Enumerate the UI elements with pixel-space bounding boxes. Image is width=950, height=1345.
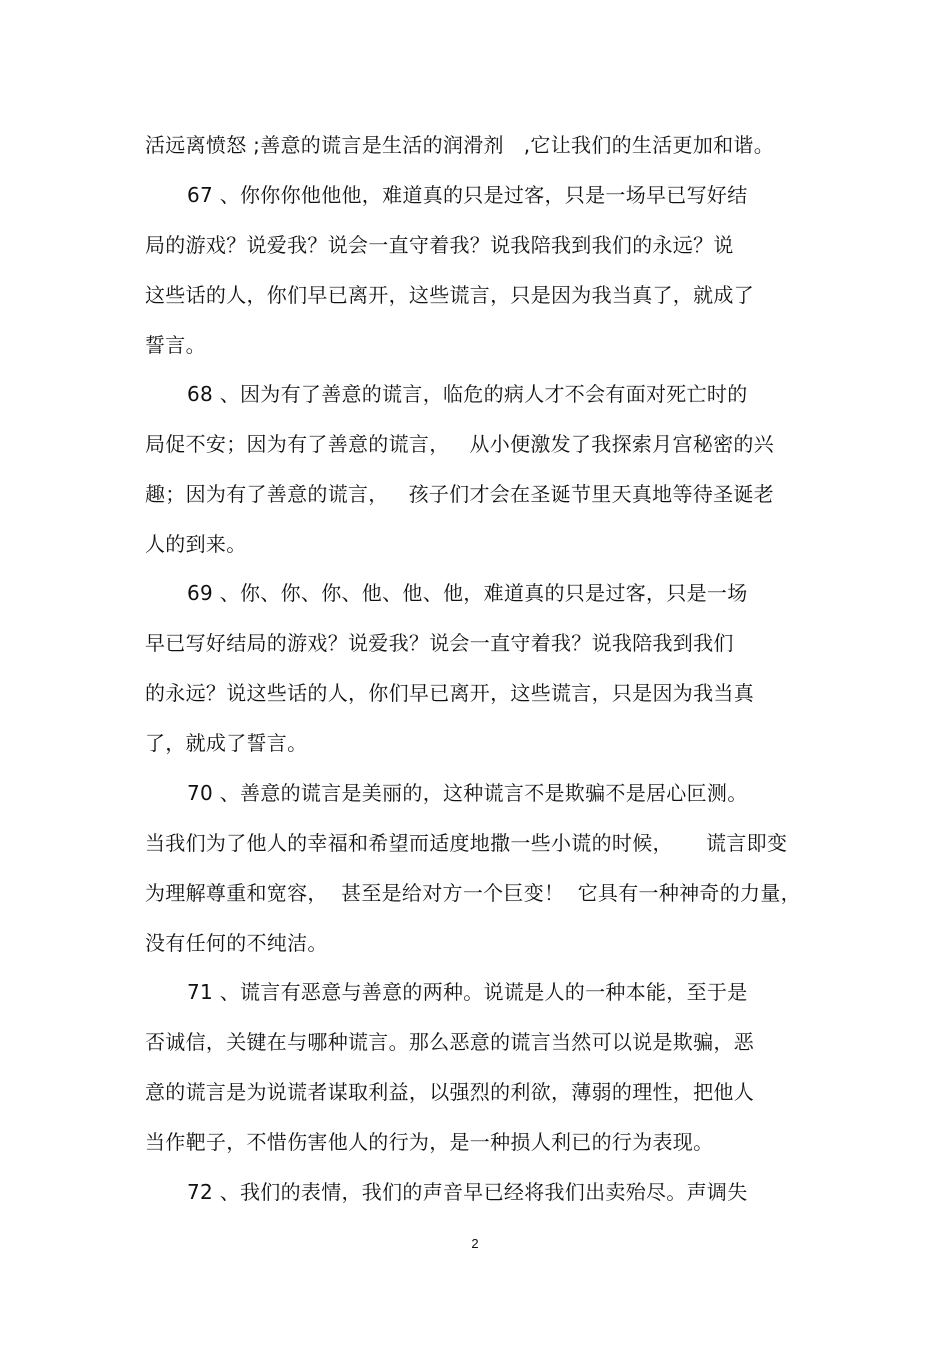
- text-line: 72 、我们的表情，我们的声音早已经将我们出卖殆尽。声调失: [187, 1180, 748, 1204]
- text-line: 70 、善意的谎言是美丽的，这种谎言不是欺骗不是居心叵测。: [187, 781, 748, 805]
- text-line: 局的游戏？说爱我？说会一直守着我？说我陪我到我们的永远？说: [145, 233, 734, 257]
- text-line: 活远离愤怒 ;善意的谎言是生活的润滑剂 ,它让我们的生活更加和谐。: [145, 133, 775, 157]
- text-line: 没有任何的不纯洁。: [145, 931, 328, 955]
- text-line: 的永远？说这些话的人，你们早已离开，这些谎言，只是因为我当真: [145, 681, 754, 705]
- text-line: 68 、因为有了善意的谎言，临危的病人才不会有面对死亡时的: [187, 382, 748, 406]
- text-line: 当作靶子，不惜伤害他人的行为，是一种损人利已的行为表现。: [145, 1130, 714, 1154]
- text-line: 67 、你你你他他他，难道真的只是过客，只是一场早已写好结: [187, 183, 748, 207]
- text-line: 69 、你、你、你、他、他、他，难道真的只是过客，只是一场: [187, 581, 748, 605]
- text-line: 人的到来。: [145, 532, 247, 556]
- text-line: 这些话的人，你们早已离开，这些谎言，只是因为我当真了，就成了: [145, 283, 754, 307]
- text-line: 趣；因为有了善意的谎言， 孩子们才会在圣诞节里天真地等待圣诞老: [145, 482, 774, 506]
- text-line: 局促不安；因为有了善意的谎言， 从小便激发了我探索月宫秘密的兴: [145, 432, 774, 456]
- text-line: 71 、谎言有恶意与善意的两种。说谎是人的一种本能，至于是: [187, 980, 748, 1004]
- text-line: 誓言。: [145, 333, 206, 357]
- text-line: 了，就成了誓言。: [145, 731, 308, 755]
- text-line: 否诚信，关键在与哪种谎言。那么恶意的谎言当然可以说是欺骗，恶: [145, 1030, 754, 1054]
- text-line: 为理解尊重和宽容， 甚至是给对方一个巨变！ 它具有一种神奇的力量，: [145, 881, 801, 905]
- text-line: 当我们为了他人的幸福和希望而适度地撒一些小谎的时候， 谎言即变: [145, 831, 788, 855]
- text-line: 早已写好结局的游戏？说爱我？说会一直守着我？说我陪我到我们: [145, 631, 734, 655]
- page-number: 2: [471, 1236, 479, 1251]
- text-line: 意的谎言是为说谎者谋取利益，以强烈的利欲，薄弱的理性，把他人: [145, 1080, 754, 1104]
